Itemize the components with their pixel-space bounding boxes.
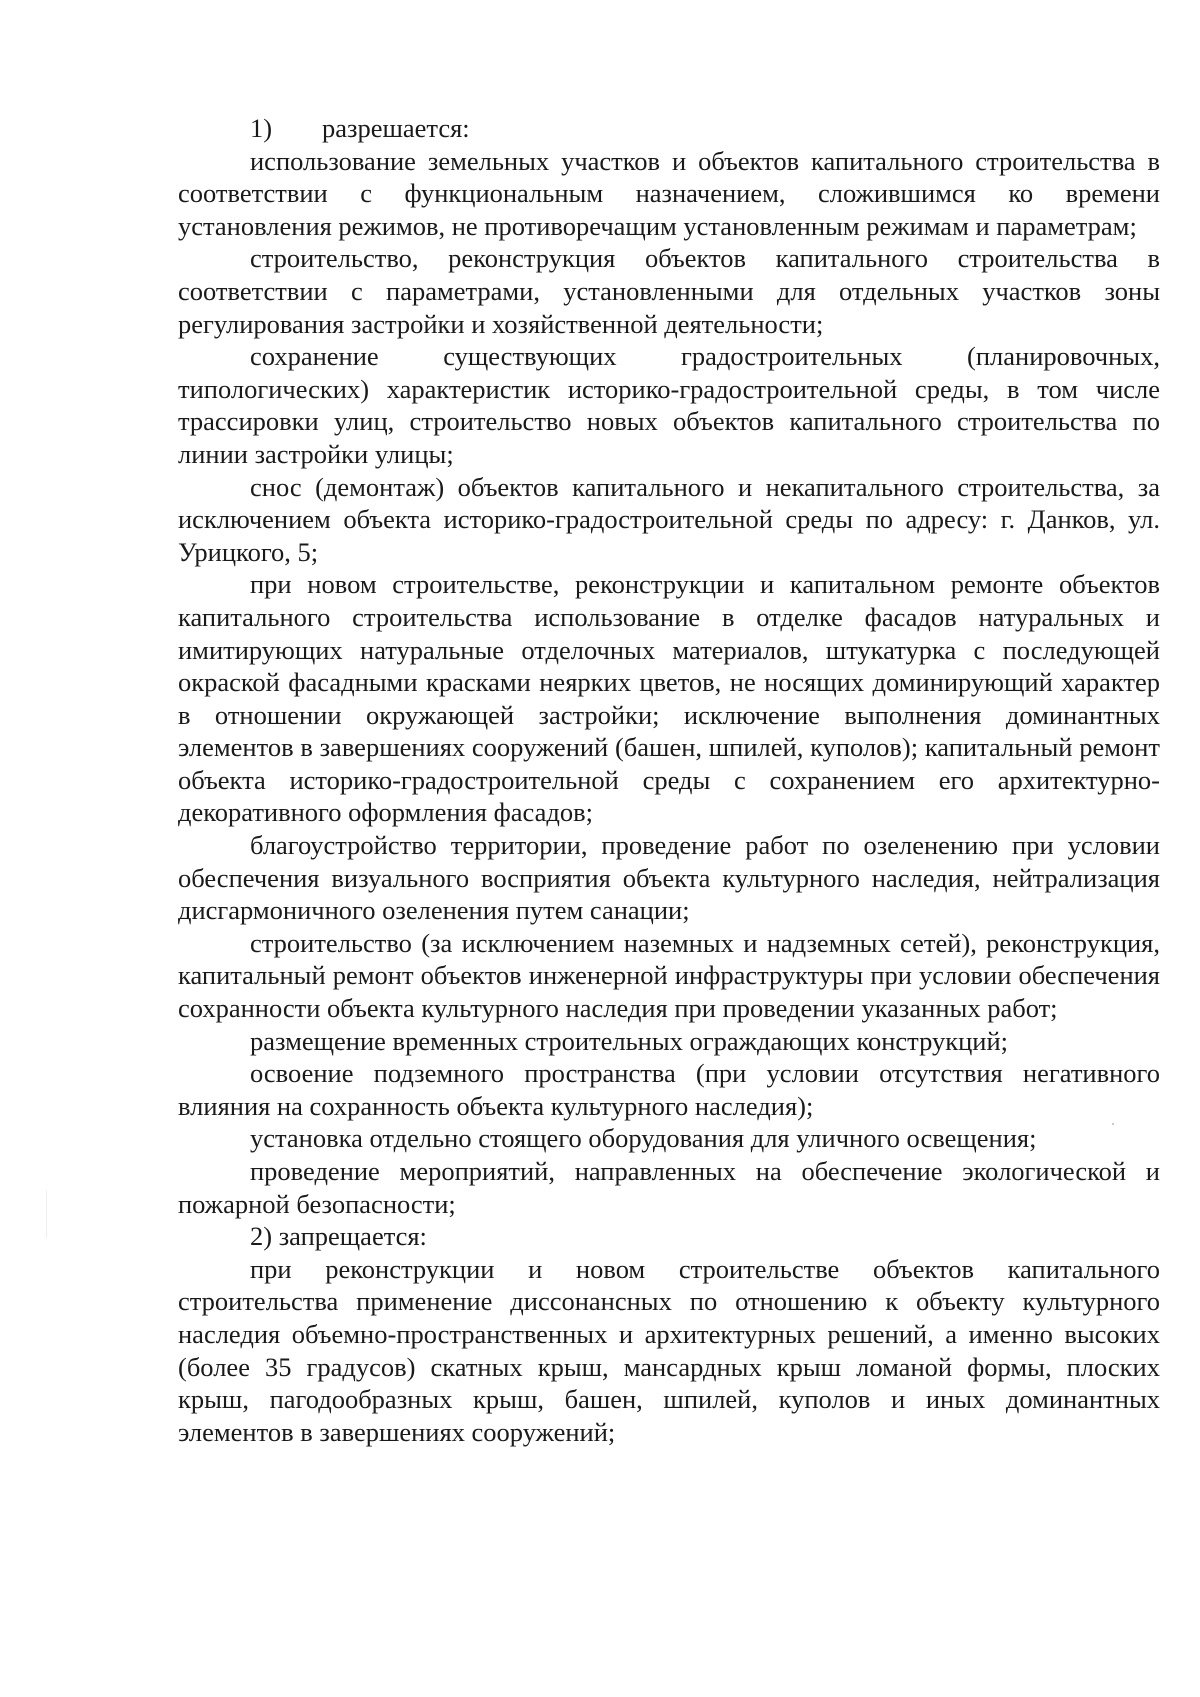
scan-speck [1112, 1123, 1114, 1125]
section-1-heading [178, 112, 1160, 145]
paragraph: сохранение существующих градостроительных (планировочных, типологических) характеристик историко-градостроительной среды, в том числе трассировки улиц, строительство новых объектов капитального строительства по линии застройки улицы; [178, 341, 1160, 469]
paragraph: установка отдельно стоящего оборудования для уличного освещения; [250, 1123, 1037, 1154]
paragraph: освоение подземного пространства (при условии отсутствия негативного влияния на сохранность объекта культурного наследия); [178, 1058, 1160, 1121]
paragraph: при реконструкции и новом строительстве объектов капитального строительства применение диссонансных по отношению к объекту культурного наследия объемно-пространственных и архитектурных решений, а именно высоких (более 35 градусов) скатных крыш, мансардных крыш ломаной формы, плоских крыш, пагодообразных крыш, башен, шпилей, куполов и иных доминантных элементов в завершениях сооружений; [178, 1253, 1160, 1447]
paragraph: проведение мероприятий, направленных на обеспечение экологической и пожарной безопасности; [178, 1156, 1160, 1219]
paragraph: использование земельных участков и объектов капитального строительства в соответствии с функциональным назначением, сложившимся ко времени установления режимов, не противоречащим установленным режимам и параметрам; [178, 145, 1160, 241]
paragraph: строительство, реконструкция объектов капитального строительства в соответствии с параметрами, установленными для отдельных участков зоны регулирования застройки и хозяйственной деятельности; [178, 243, 1160, 339]
paragraph: размещение временных строительных ограждающих конструкций; [250, 1025, 1009, 1056]
section-2-heading: 2) запрещается: [250, 1221, 427, 1252]
paragraph: строительство (за исключением наземных и надземных сетей), реконструкция, капитальный ремонт объектов инженерной инфраструктуры при условии обеспечения сохранности объекта культурного наследия при проведении указанных работ; [178, 927, 1160, 1024]
paragraph: снос (демонтаж) объектов капитального и некапитального строительства, за исключением объекта историко-градостроительной среды по адресу: г. Данков, ул. Урицкого, 5; [178, 471, 1160, 567]
scan-edge-mark [46, 1190, 47, 1238]
section-1-number: 1) [250, 113, 273, 143]
document-body [178, 112, 1160, 1448]
section-1-heading-text: разрешается: [322, 113, 470, 143]
paragraph: благоустройство территории, проведение работ по озеленению при условии обеспечения визуального восприятия объекта культурного наследия, нейтрализация дисгармоничного озеленения путем санации; [178, 830, 1160, 926]
paragraph: при новом строительстве, реконструкции и капитальном ремонте объектов капитального строительства использование в отделке фасадов натуральных и имитирующих натуральные отделочных материалов, штукатурка с последующей окраской фасадными красками неярких цветов, не носящих доминирующий характер в отношении окружающей застройки; исключение выполнения доминантных элементов в завершениях сооружений (башен, шпилей, куполов); капитальный ремонт объекта историко-градостроительной среды с сохранением его архитектурно-декоративного оформления фасадов; [178, 569, 1160, 828]
